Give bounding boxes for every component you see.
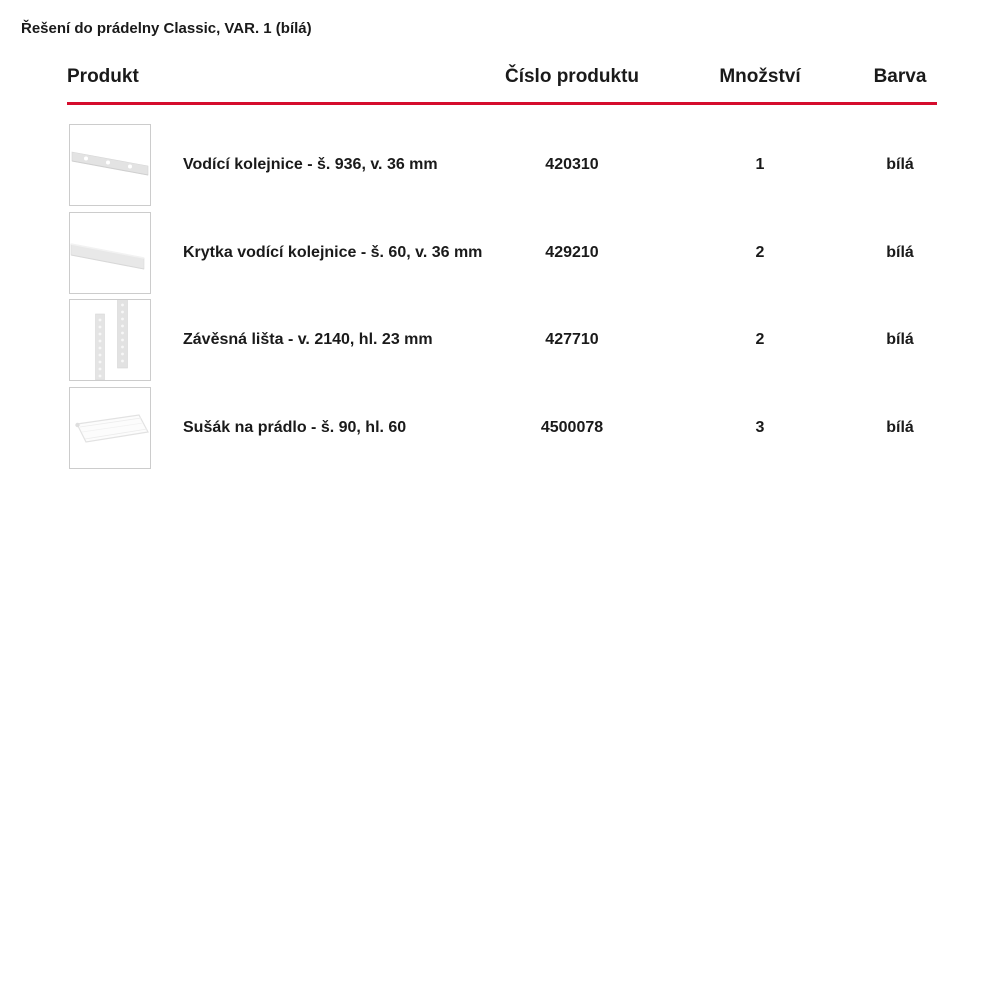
page-title: Řešení do prádelny Classic, VAR. 1 (bílá) — [21, 20, 312, 37]
product-name: Vodící kolejnice - š. 936, v. 36 mm — [183, 156, 438, 173]
product-quantity: 3 — [755, 419, 765, 436]
drying-rack-wireframe-icon — [70, 388, 150, 468]
table-row — [0, 212, 1000, 294]
product-number: 429210 — [545, 244, 599, 261]
product-color: bílá — [886, 419, 914, 436]
product-number: 427710 — [545, 331, 599, 348]
table-row — [0, 387, 1000, 469]
hanging-strips-vertical-icon — [70, 300, 150, 380]
product-quantity: 2 — [755, 331, 765, 348]
header-divider-line — [67, 102, 937, 105]
column-header-quantity: Množství — [719, 66, 801, 87]
product-color: bílá — [886, 156, 914, 173]
guide-rail-diagonal-icon — [70, 125, 150, 205]
product-thumbnail — [69, 387, 151, 469]
guide-rail-cover-diagonal-icon — [70, 213, 150, 293]
product-thumbnail — [69, 212, 151, 294]
product-name: Krytka vodící kolejnice - š. 60, v. 36 mm — [183, 244, 483, 261]
product-number: 4500078 — [540, 419, 604, 436]
product-number: 420310 — [545, 156, 599, 173]
product-name: Sušák na prádlo - š. 90, hl. 60 — [183, 419, 407, 436]
product-color: bílá — [886, 244, 914, 261]
product-color: bílá — [886, 331, 914, 348]
product-thumbnail — [69, 299, 151, 381]
product-quantity: 2 — [755, 244, 765, 261]
table-row — [0, 124, 1000, 206]
product-thumbnail — [69, 124, 151, 206]
column-header-color: Barva — [873, 66, 927, 87]
column-header-product: Produkt — [67, 66, 139, 87]
product-quantity: 1 — [755, 156, 765, 173]
product-name: Závěsná lišta - v. 2140, hl. 23 mm — [183, 331, 433, 348]
column-header-product-number: Číslo produktu — [504, 66, 640, 87]
table-row — [0, 299, 1000, 381]
